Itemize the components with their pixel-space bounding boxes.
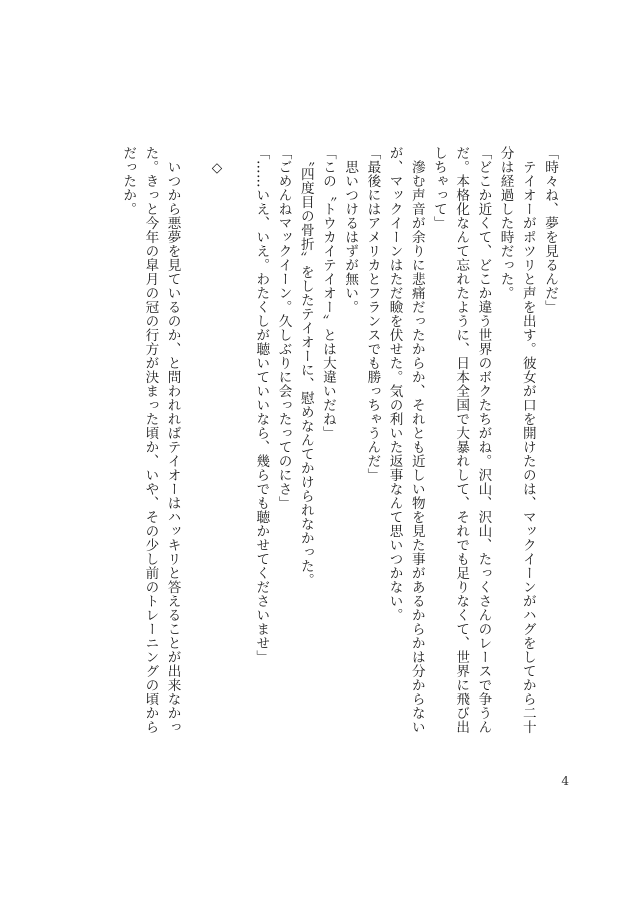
text-line: いつから悪夢を見ているのか、と問われればテイオーはハッキリと答えることが出来なかっ — [164, 146, 181, 734]
text-line: 「この〝トウカイテイオー〟とは大違いだね」 — [319, 146, 336, 440]
section-break-diamond: ◇ — [208, 146, 225, 177]
text-line: しちゃって」 — [430, 146, 447, 230]
text-line: 〝四度目の骨折〟をしたテイオーに、慰めなんてかけられなかった。 — [297, 146, 314, 588]
text-line: た。きっと今年の皐月の冠の行方が決まった頃か、いや、その少し前のトレーニングの頃から — [142, 146, 159, 734]
page-number: 4 — [561, 774, 569, 788]
text-line: 思いつけるはずが無い。 — [342, 146, 359, 314]
text-line: だ。本格化なんて忘れたように、日本全国で大暴れして、それでも足りなくて、世界に飛び出 — [453, 146, 470, 734]
text-line: 「ごめんねマックイーン。久しぶりに会ったってのにさ」 — [275, 146, 292, 510]
text-line: 「最後にはアメリカとフランスでも勝っちゃうんだ」 — [364, 146, 381, 482]
text-line: 分は経過した時だった。 — [497, 146, 514, 300]
text-line: 滲む声音が余りに悲痛だったからか、それとも近しい物を見た事があるからかは分からない — [408, 146, 425, 734]
text-line: だったか。 — [120, 146, 137, 216]
text-line: テイオーがポツリと声を出す。彼女が口を開けたのは、マックイーンがハグをしてから二十 — [519, 146, 536, 734]
vertical-text-body — [117, 146, 561, 758]
blank-line — [228, 146, 250, 758]
blank-line — [184, 146, 206, 758]
text-line: 「……いえ、いえ。わたくしが聴いていいなら、幾らでも聴かせてくださいませ」 — [253, 146, 270, 664]
text-line: が、マックイーンはただ瞼を伏せた。気の利いた返事なんて思いつかない。 — [386, 146, 403, 622]
text-line: 「どこか近くて、どこか違う世界のボクたちがね。沢山、沢山、たっくさんのレースで争うん — [475, 146, 492, 734]
text-line: 「時々ね、夢を見るんだ」 — [542, 146, 558, 314]
